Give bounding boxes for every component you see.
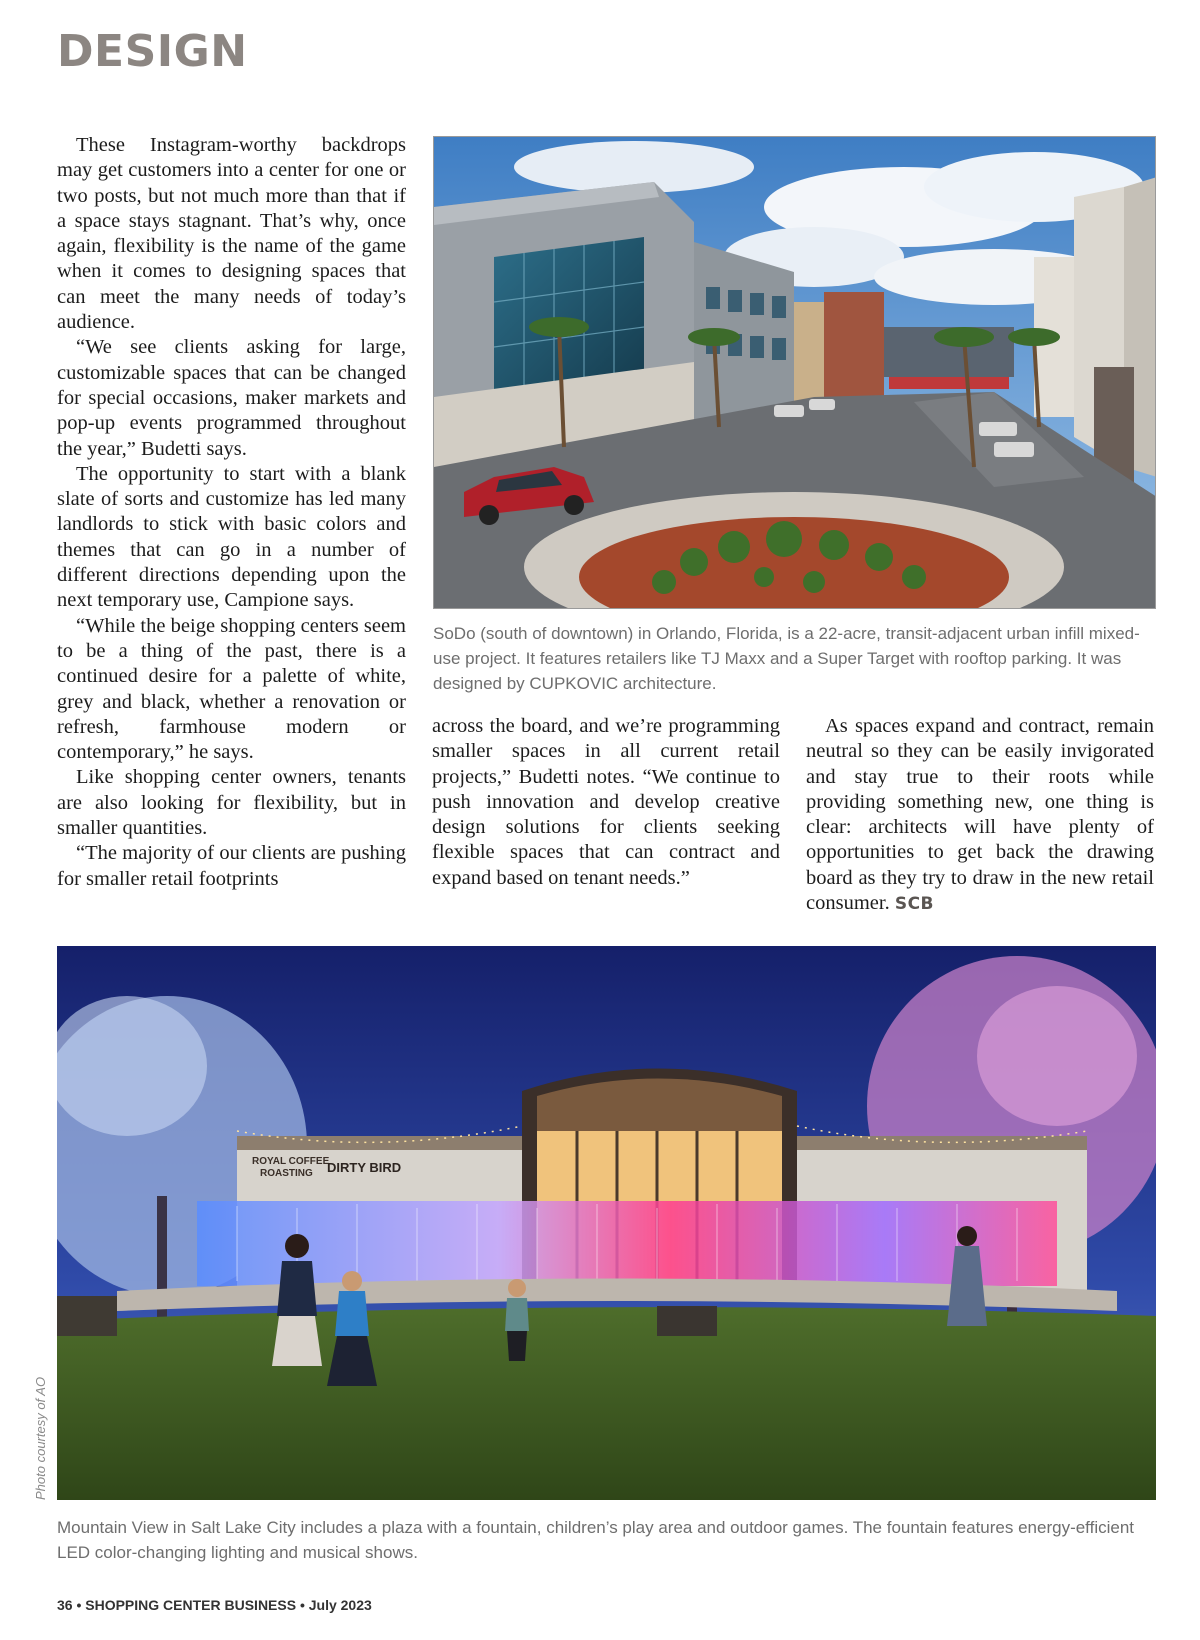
paragraph: These Instagram-worthy backdrops may get customers into a center for one or two posts, but not much more than that if a space stays stagnant. That’s why, once again, flexibility is the name of the game when it comes to designing spaces that can meet the many needs of today’s audience. (57, 134, 406, 334)
article-column-1 (57, 133, 406, 892)
paragraph: “The majority of our clients are pushing for smaller retail footprints (57, 842, 406, 890)
mountain-view-photo-caption: Mountain View in Salt Lake City includes a plaza with a fountain, children’s play area and outdoor games. The fountain features energy-efficient LED color-changing lighting and musical shows. (57, 1518, 1135, 1562)
paragraph: across the board, and we’re programming smaller spaces in all current retail projects,” Budetti notes. “We continue to push innovation and develop creative design solutions for clients seeking flexible spaces that can contract and expand based on tenant needs.” (432, 715, 780, 889)
paragraph: Like shopping center owners, tenants are also looking for flexibility, but in smaller quantities. (57, 766, 406, 840)
mountain-view-photo (57, 946, 1156, 1500)
sodo-photo (433, 136, 1156, 609)
page-footer: 36 • SHOPPING CENTER BUSINESS • July 2023 (57, 1597, 372, 1613)
article-column-3 (806, 714, 1154, 917)
sign-royal-coffee: ROYAL COFFEE (252, 1156, 330, 1167)
sodo-photo-caption: SoDo (south of downtown) in Orlando, Florida, is a 22-acre, transit-adjacent urban infill mixed-use project. It features retailers like TJ Maxx and a Super Target with rooftop parking. It was designed by CUPKOVIC architecture. (433, 624, 1140, 693)
sign-dirty-bird: DIRTY BIRD (327, 1160, 402, 1175)
article-column-2 (432, 714, 780, 891)
end-mark: SCB (894, 894, 935, 915)
paragraph: The opportunity to start with a blank slate of sorts and customize has led many landlords to stick with basic colors and themes that can go in a number of different directions depending upon the next temporary use, Campione says. (57, 462, 406, 612)
paragraph: “We see clients asking for large, customizable spaces that can be changed for special occasions, maker markets and pop-up events programmed throughout the year,” Budetti says. (57, 336, 406, 460)
section-title: DESIGN (57, 26, 248, 77)
paragraph: “While the beige shopping centers seem to be a thing of the past, there is a continued desire for a palette of white, grey and black, whether a renovation or refresh, farmhouse modern or contemporary,” he says. (57, 614, 406, 764)
sign-roasting: ROASTING (260, 1168, 313, 1179)
paragraph (806, 714, 1154, 917)
paragraph-text: As spaces expand and contract, remain neutral so they can be easily invigorated and stay true to their roots while providing something new, one thing is clear: architects will have plenty of opportunities to get back the drawing board as they try to draw in the new retail consumer. (806, 715, 1154, 915)
photo-credit: Photo courtesy of AO (33, 1376, 48, 1500)
